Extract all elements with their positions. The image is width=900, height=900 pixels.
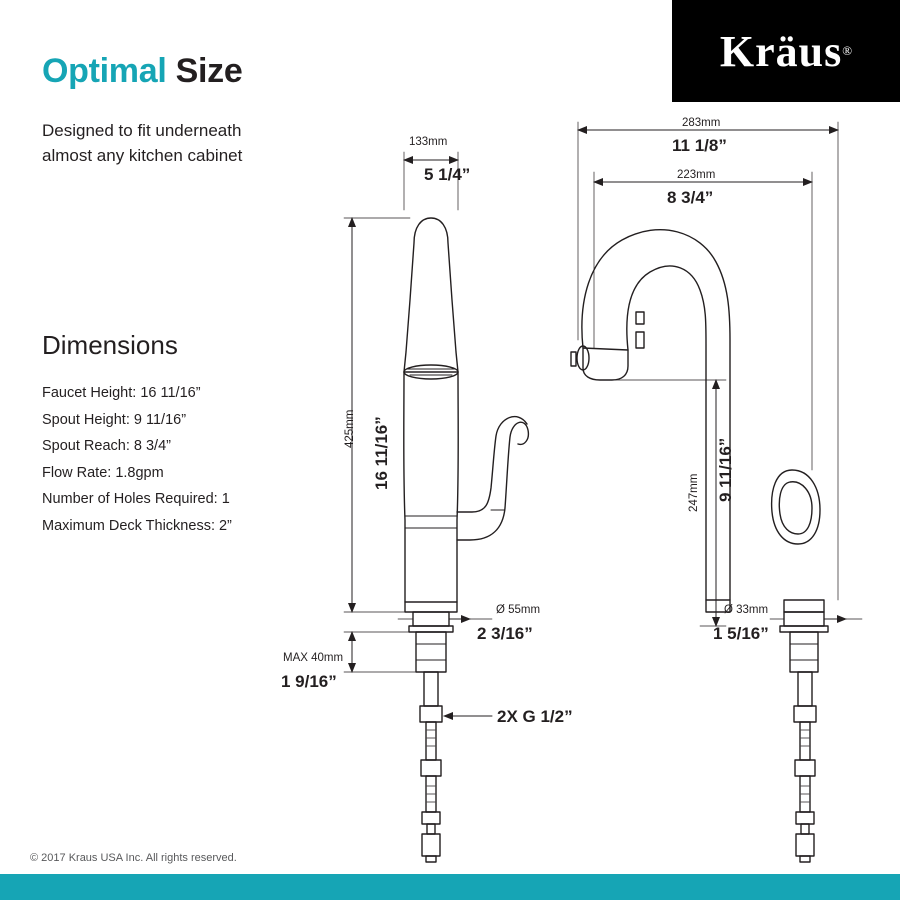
dimensions-heading: Dimensions [42,330,178,360]
brand-name: Kräus [719,26,843,76]
callout-front-width-in: 5 1/4” [424,165,471,184]
page-title-rest: Size [166,52,243,90]
copyright-text: © 2017 Kraus USA Inc. All rights reserved. [30,852,237,864]
callout-total-height-mm: 425mm [344,409,356,448]
list-item: Faucet Height: 16 11/16” [42,385,201,401]
callout-spout-height-in: 9 11/16” [716,437,735,502]
list-item: Spout Reach: 8 3/4” [42,438,171,454]
callout-front-width-mm: 133mm [409,136,448,148]
list-item: Maximum Deck Thickness: 2” [42,517,232,534]
callout-side-base-dia-in: 1 5/16” [713,624,769,643]
callout-total-height-in: 16 11/16” [372,416,391,490]
callout-reach-inner-in: 8 3/4” [667,188,714,207]
callout-deck-max-mm: MAX 40mm [283,652,344,664]
callout-reach-outer-mm: 283mm [682,117,721,129]
page-subtitle: Designed to fit underneath almost any kitchen cabinet [42,121,243,165]
footer-accent-bar [0,874,900,900]
callout-side-base-dia-mm: Ø 33mm [724,604,769,616]
callout-deck-max-in: 1 9/16” [281,672,337,691]
callout-thread: 2X G 1/2” [497,707,573,726]
page-title-accent: Optimal [42,52,167,90]
list-item: Spout Height: 9 11/16” [42,411,187,428]
registered-mark: ® [842,43,853,58]
callout-reach-inner-mm: 223mm [677,169,716,181]
callout-base-dia-in: 2 3/16” [477,624,533,643]
callout-base-dia-mm: Ø 55mm [496,604,541,616]
callout-reach-outer-in: 11 1/8” [672,136,727,155]
callout-spout-height-mm: 247mm [688,473,700,512]
list-item: Flow Rate: 1.8gpm [42,464,164,481]
list-item: Number of Holes Required: 1 [42,491,230,507]
